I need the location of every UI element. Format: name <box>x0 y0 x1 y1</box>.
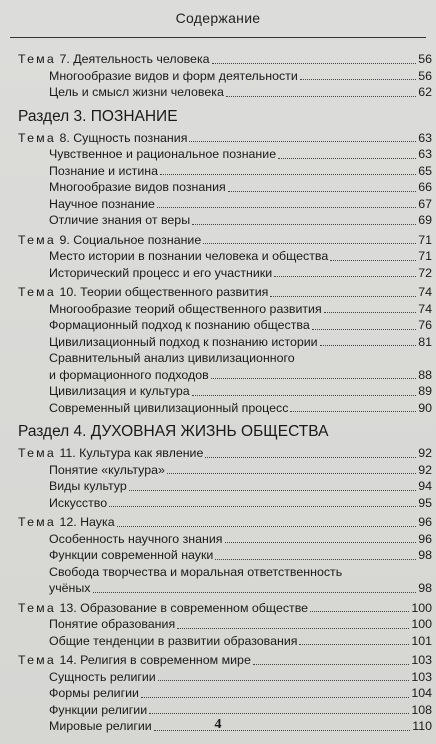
entry-title: Искусство <box>49 495 108 510</box>
dot-leader <box>226 95 416 97</box>
toc-entry <box>18 334 432 351</box>
page-number: 94 <box>418 479 432 493</box>
section-heading-3: Раздел 3. ПОЗНАНИЕ <box>18 107 178 125</box>
toc-entry <box>18 367 432 384</box>
page-number: 89 <box>418 384 432 398</box>
page-number: 76 <box>418 318 432 332</box>
page-number: 72 <box>418 265 432 280</box>
page-number: 67 <box>418 196 432 211</box>
toc-entry <box>18 685 432 702</box>
dot-leader <box>324 311 417 313</box>
toc-entry <box>18 580 432 597</box>
toc-entry <box>18 265 432 282</box>
entry-title: Многообразие видов и форм деятельности <box>49 68 298 83</box>
entry-title: Цивилизация и культура <box>49 384 190 398</box>
dot-leader <box>203 242 416 244</box>
entry-title: Отличие знания от веры <box>49 213 191 227</box>
entry-title: Многообразие видов познания <box>49 180 226 194</box>
page-number: 92 <box>418 446 432 460</box>
entry-title: Понятие образования <box>49 617 176 631</box>
entry-title: Познание и истина <box>49 163 158 178</box>
toc-entry <box>18 179 432 196</box>
entry-title: Чувственное и рациональное познание <box>49 147 277 161</box>
dot-leader <box>278 157 416 159</box>
toc-entry <box>18 84 432 101</box>
entry-title-line1: Свобода творчества и моральная ответственность <box>49 564 343 579</box>
dot-leader <box>270 295 416 297</box>
toc-entry <box>18 248 432 265</box>
dot-leader <box>212 62 417 64</box>
toc-topic-11 <box>18 445 432 462</box>
entry-title: Цель и смысл жизни человека <box>49 85 224 99</box>
dot-leader <box>167 472 416 474</box>
dot-leader <box>192 394 417 396</box>
page-footer-number: 4 <box>214 717 222 732</box>
dot-leader <box>320 344 417 346</box>
entry-title: Формационный подход к познанию общества <box>49 318 310 332</box>
page-number: 63 <box>418 147 432 161</box>
toc-entry <box>18 495 432 512</box>
entry-title: Особенность научного знания <box>49 531 223 546</box>
dot-leader <box>211 377 416 379</box>
page-number: 96 <box>418 515 432 529</box>
page-number: 101 <box>411 633 432 648</box>
topic-title: 9. Социальное познание <box>59 232 202 247</box>
page-number: 103 <box>411 653 432 667</box>
dot-leader <box>158 679 410 681</box>
page-number: 88 <box>418 367 432 382</box>
toc-topic-10 <box>18 284 432 301</box>
dot-leader <box>205 456 416 458</box>
dot-leader <box>109 505 416 507</box>
topic-title: 11. Культура как явление <box>59 446 204 460</box>
toc-topic-13 <box>18 600 432 617</box>
page-number: 62 <box>418 85 432 99</box>
page-header-title: Содержание <box>175 10 261 26</box>
page-number: 69 <box>418 213 432 227</box>
page-number: 96 <box>418 531 432 546</box>
dot-leader <box>117 525 417 527</box>
toc-entry <box>18 400 432 417</box>
page-number: 104 <box>411 686 432 700</box>
page-number: 110 <box>412 719 432 733</box>
topic-title: 7. Деятельность человека <box>59 52 210 66</box>
entry-title: Современный цивилизационный процесс <box>49 400 289 415</box>
entry-title: Формы религии <box>49 686 139 700</box>
toc-entry <box>18 163 432 180</box>
page-number: 56 <box>418 68 432 83</box>
page-number: 98 <box>418 581 432 595</box>
table-of-contents <box>18 51 432 735</box>
dot-leader <box>228 190 416 192</box>
page-number: 100 <box>411 617 432 631</box>
page-number: 95 <box>418 495 432 510</box>
page-number: 71 <box>418 232 432 247</box>
toc-entry <box>18 547 432 564</box>
dot-leader <box>93 591 417 593</box>
header-rule <box>10 37 426 38</box>
entry-title: Общие тенденции в развитии образования <box>49 633 298 648</box>
topic-title: 10. Теории общественного развития <box>59 285 269 299</box>
page-number: 63 <box>418 130 432 145</box>
toc-entry <box>18 146 432 163</box>
dot-leader <box>189 140 416 142</box>
page-number: 90 <box>418 400 432 415</box>
dot-leader <box>149 712 409 714</box>
entry-title: и формационного подходов <box>49 367 209 382</box>
toc-entry <box>18 383 432 400</box>
toc-entry <box>18 702 432 719</box>
page-number: 81 <box>418 334 432 349</box>
toc-entry <box>18 196 432 213</box>
entry-title: Исторический процесс и его участники <box>49 265 273 280</box>
entry-title: Понятие «культура» <box>49 462 165 477</box>
toc-topic-7 <box>18 51 432 68</box>
dot-leader <box>192 223 416 225</box>
page-number: 98 <box>418 548 432 562</box>
dot-leader <box>160 173 416 175</box>
toc-entry <box>18 478 432 495</box>
dot-leader <box>215 558 416 560</box>
dot-leader <box>290 410 416 412</box>
entry-title: Виды культур <box>49 479 127 493</box>
toc-entry <box>18 633 432 650</box>
toc-entry <box>18 212 432 229</box>
topic-label: Тема <box>18 653 56 667</box>
toc-entry <box>18 68 432 85</box>
toc-topic-8 <box>18 130 432 147</box>
topic-label: Тема <box>18 52 56 66</box>
page-number: 74 <box>418 301 432 316</box>
entry-title: Мировые религии <box>49 719 152 733</box>
dot-leader <box>253 663 409 665</box>
dot-leader <box>129 489 416 491</box>
toc-topic-14 <box>18 652 432 669</box>
toc-entry <box>18 462 432 479</box>
topic-label: Тема <box>18 600 56 615</box>
entry-title: Сущность религии <box>49 669 156 684</box>
page-number: 71 <box>418 249 432 263</box>
topic-title: 14. Религия в современном мире <box>59 653 251 667</box>
toc-entry <box>18 301 432 318</box>
dot-leader <box>274 275 416 277</box>
toc-entry <box>18 317 432 334</box>
page-number: 92 <box>418 462 432 477</box>
toc-entry <box>18 669 432 686</box>
topic-label: Тема <box>18 285 56 299</box>
topic-label: Тема <box>18 130 56 145</box>
topic-label: Тема <box>18 515 56 529</box>
dot-leader <box>225 541 417 543</box>
entry-title: Научное познание <box>49 196 155 211</box>
entry-title: Место истории в познании человека и общества <box>49 249 329 263</box>
entry-title: Многообразие теорий общественного развития <box>49 301 322 316</box>
toc-entry <box>18 616 432 633</box>
topic-label: Тема <box>18 232 56 247</box>
page-number: 65 <box>418 163 432 178</box>
topic-title: 13. Образование в современном обществе <box>59 600 309 615</box>
dot-leader <box>330 259 416 261</box>
dot-leader <box>312 328 416 330</box>
entry-title: Функции религии <box>49 702 148 717</box>
topic-label: Тема <box>18 446 56 460</box>
dot-leader <box>157 206 416 208</box>
toc-topic-12 <box>18 514 432 531</box>
section-heading-4: Раздел 4. ДУХОВНАЯ ЖИЗНЬ ОБЩЕСТВА <box>18 423 329 440</box>
toc-entry <box>18 531 432 548</box>
dot-leader <box>177 627 409 629</box>
page-number: 108 <box>411 702 432 717</box>
entry-title-line1: Сравнительный анализ цивилизационного <box>49 351 295 365</box>
dot-leader <box>141 696 409 698</box>
dot-leader <box>299 643 409 645</box>
page-number: 103 <box>411 669 432 684</box>
topic-title: 8. Сущность познания <box>59 130 188 145</box>
dot-leader <box>310 610 409 612</box>
entry-title: Цивилизационный подход к познанию истории <box>49 334 318 349</box>
entry-title: учёных <box>49 581 91 595</box>
page-number: 56 <box>418 52 432 66</box>
entry-title: Функции современной науки <box>49 548 214 562</box>
page-number: 74 <box>418 285 432 299</box>
toc-topic-9 <box>18 232 432 249</box>
page-number: 66 <box>418 180 432 194</box>
dot-leader <box>300 78 416 80</box>
topic-title: 12. Наука <box>59 515 115 529</box>
page-number: 100 <box>411 600 432 615</box>
